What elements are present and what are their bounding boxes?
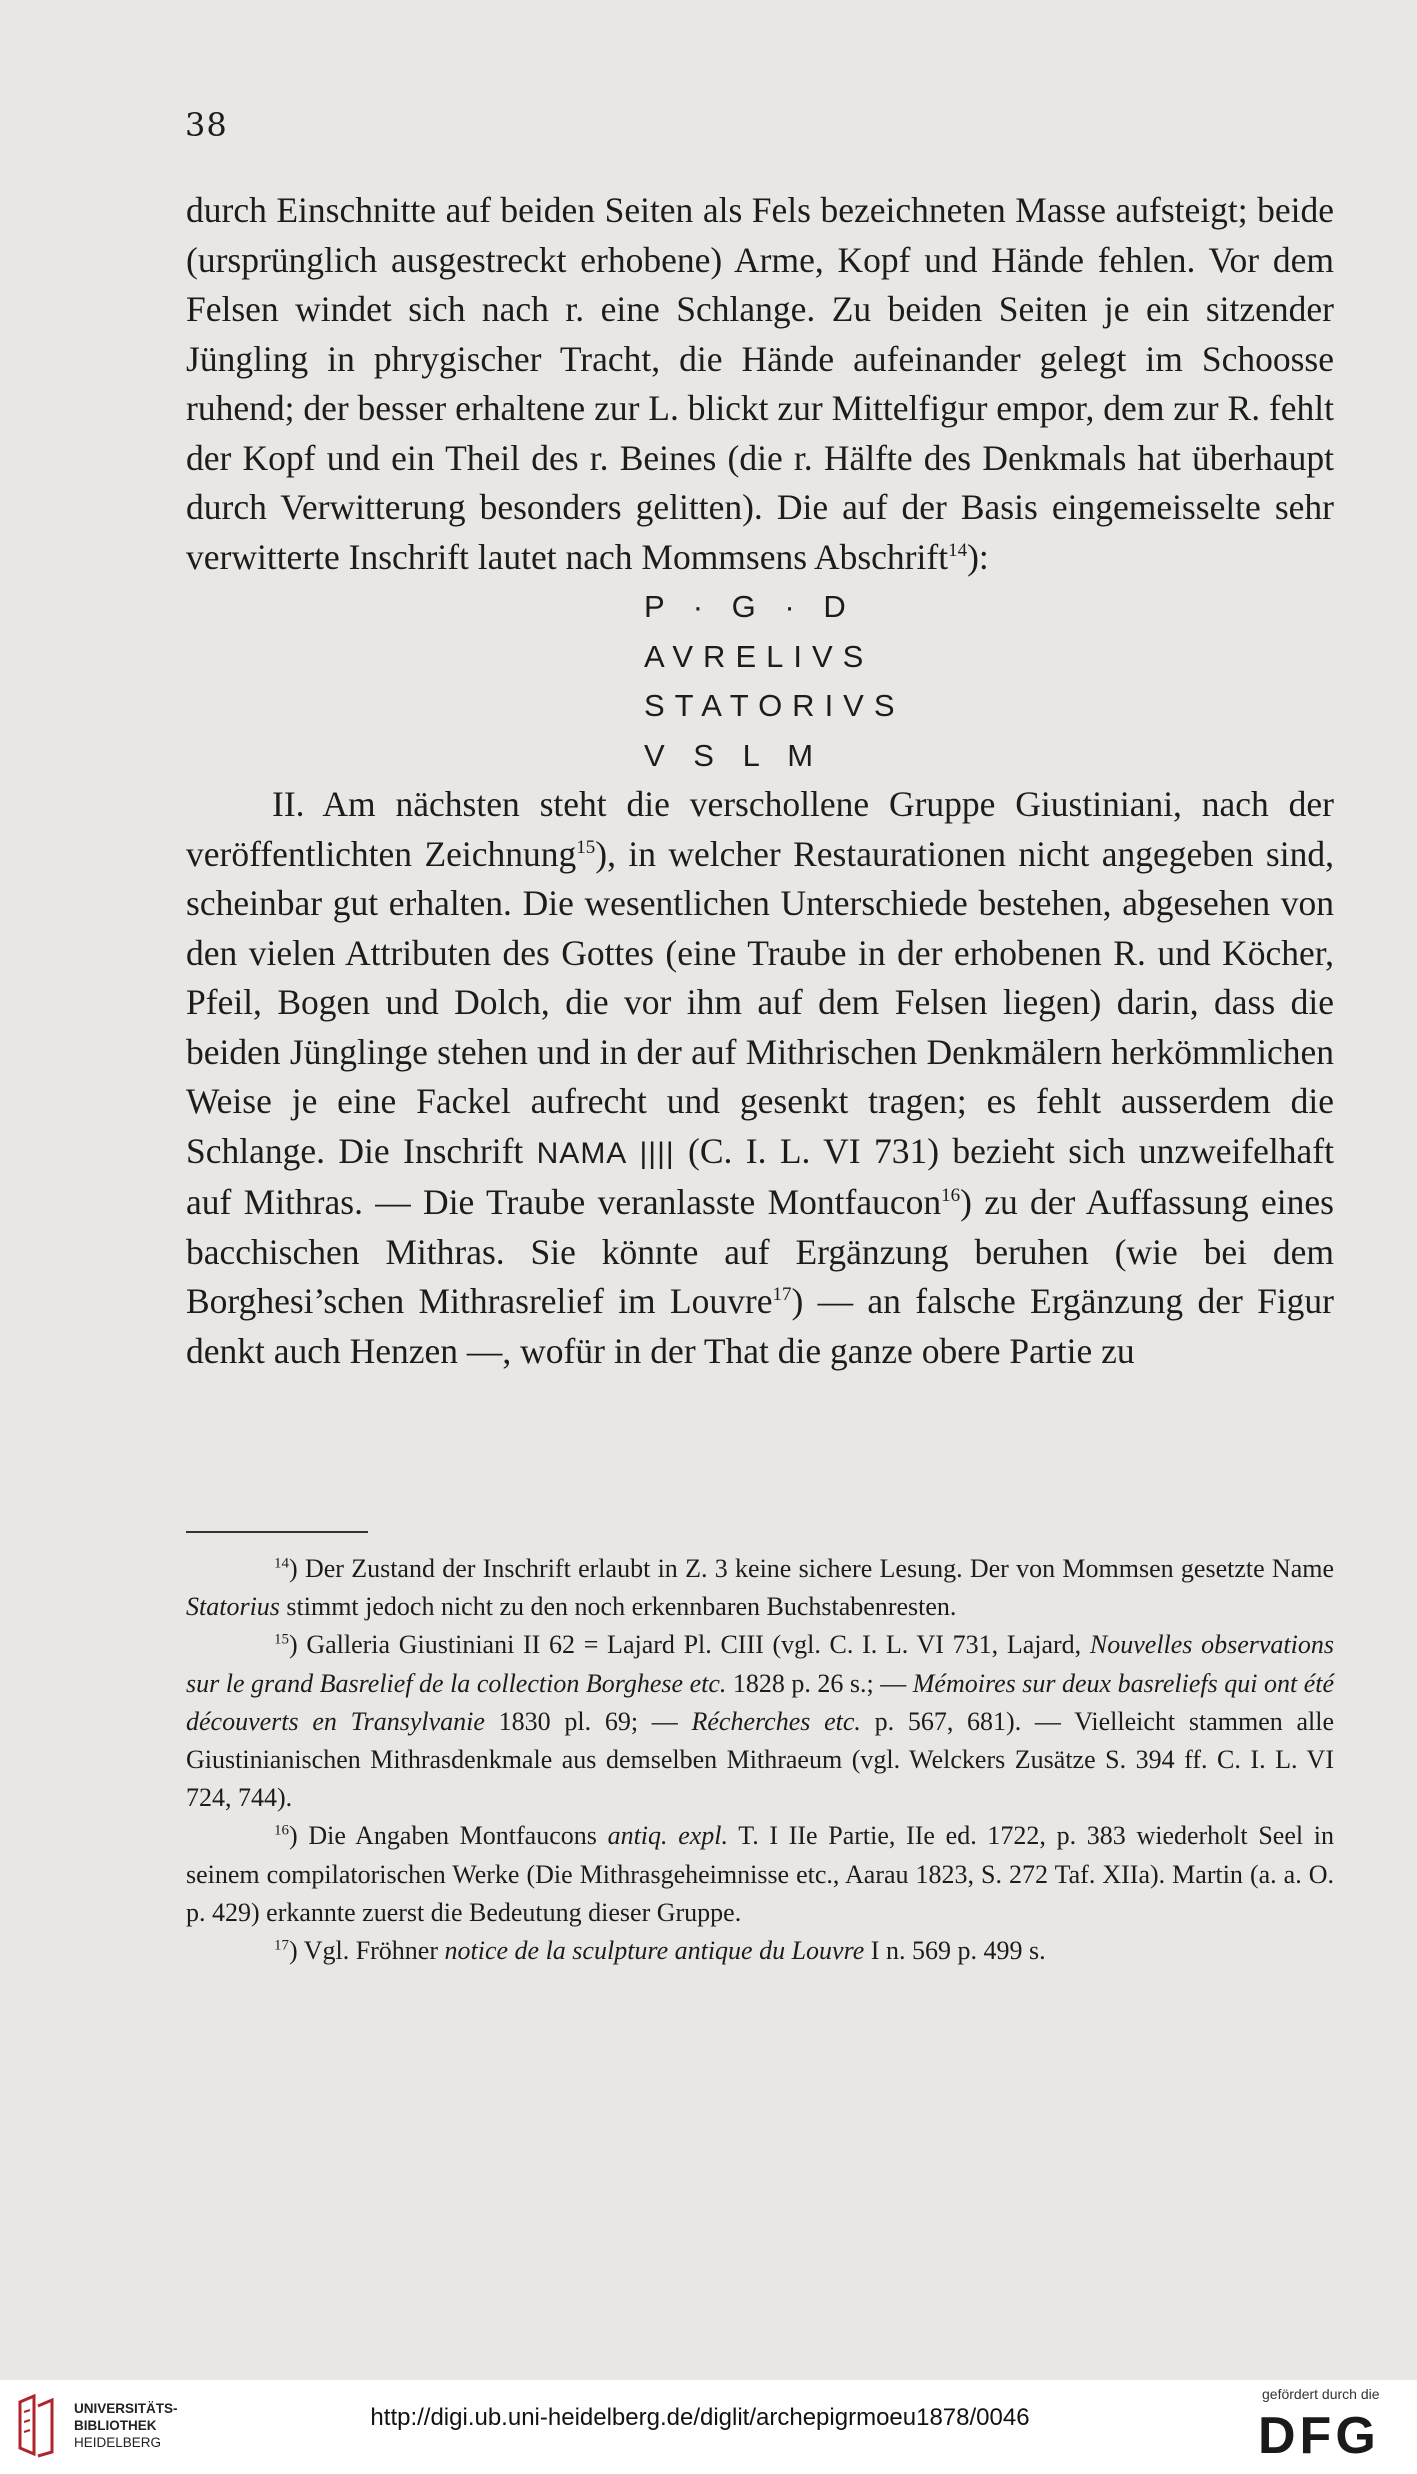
footnotes <box>186 1550 1334 1970</box>
inscription-line-2: AVRELIVS <box>644 638 874 674</box>
inscription-line-3: STATORIVS <box>644 688 905 723</box>
page-number: 38 <box>185 106 228 144</box>
university-library-name[interactable]: UNIVERSITÄTS- BIBLIOTHEK HEIDELBERG <box>74 2401 178 2450</box>
footnote-ref-15[interactable]: 15 <box>576 836 596 858</box>
footnote-16: $^{16}$) Die Angaben Montfaucons antiq. expl. T. I IIe Partie, IIe ed. 1722, p. 383 wiederholt Seel in seinem compilatorischen Werke (Die Mithrasgeheimnisse etc., Aarau 1823, S. 272 Taf. XIIa). Martin (a. a. O. p. 429) erkannte zuerst die Bedeutung dieser Gruppe. <box>186 1821 1334 1927</box>
dfg-caption: gefördert durch die <box>1262 2386 1380 2402</box>
inscription-line-4: V S L M <box>644 737 824 773</box>
footnote-14: $^{14}$) Der Zustand der Inschrift erlaubt in Z. 3 keine sichere Lesung. Der von Mommsen gesetzte Name Statorius stimmt jedoch nicht zu den noch erkennbaren Buchstabenresten. <box>186 1554 1334 1622</box>
university-library-logo-icon[interactable] <box>12 2392 62 2458</box>
inscription-line-1: P · G · D <box>644 589 856 624</box>
dfg-logo[interactable]: DFG <box>1258 2407 1380 2465</box>
paragraph-1: durch Einschnitte auf beiden Seiten als Fels bezeichneten Masse aufsteigt; beide (ursprünglich ausgestreckt erhobene) Arme, Kopf und Hände fehlen. Vor dem Felsen windet sich nach r. eine Schlange. Zu beiden Seiten je ein sitzender Jüngling in phrygischer Tracht, die Hände aufeinander gelegt im Schoosse ruhend; der besser erhaltene zur L. blickt zur Mittelfigur empor, dem zur R. fehlt der Kopf und ein Theil des r. Beines (die r. Hälfte des Denkmals hat überhaupt durch Verwitterung besonders gelitten). Die auf der Basis eingemeisselte sehr verwitterte Inschrift lautet nach Mommsens Abschrift$^{14}$): <box>186 190 1334 577</box>
source-url-link[interactable]: http://digi.ub.uni-heidelberg.de/diglit/archepigrmoeu1878/0046 <box>370 2404 1030 2431</box>
inscription-nama: NAMA |||| <box>536 1136 675 1170</box>
footnote-divider <box>186 1531 368 1533</box>
footnote-15: $^{15}$) Galleria Giustiniani II 62 = Lajard Pl. CIII (vgl. C. I. L. VI 731, Lajard, Nouvelles observations sur le grand Basrelief de la collection Borghese etc. 1828 p. 26 s.; — Mémoires sur deux basreliefs qui ont été découverts en Transylvanie 1830 pl. 69; — Récherches etc. p. 567, 681). — Vielleicht stammen alle Giustinianischen Mithrasdenkmale aus demselben Mithraeum (vgl. Welckers Zusätze S. 394 ff. C. I. L. VI 724, 744). <box>186 1630 1335 1813</box>
footnote-ref-16[interactable]: 16 <box>941 1185 961 1207</box>
main-text <box>186 186 1334 1376</box>
footnote-ref-14[interactable]: 14 <box>948 539 968 561</box>
footnote-ref-17[interactable]: 17 <box>772 1284 792 1306</box>
inscription <box>186 582 1334 780</box>
paragraph-2: II. Am nächsten steht die verschollene Gruppe Giustiniani, nach der veröffentlichten Zeichnung$^{15}$), in welcher Restaurationen nicht angegeben sind, scheinbar gut erhalten. Die wesentlichen Unterschiede bestehen, abgesehen von den vielen Attributen des Gottes (eine Traube in der erhobenen R. und Köcher, Pfeil, Bogen und Dolch, die vor ihm auf dem Felsen liegen) darin, dass die beiden Jünglinge stehen und in der auf Mithrischen Denkmälern herkömmlichen Weise je eine Fackel aufrecht und gesenkt tragen; es fehlt ausserdem die Schlange. Die Inschrift NAMA |||| (C. I. L. VI 731) bezieht sich unzweifelhaft auf Mithras. — Die Traube veranlasste Montfaucon$^{16}$) zu der Auffassung eines bacchischen Mithras. Sie könnte auf Ergänzung beruhen (wie bei dem Borghesi’schen Mithrasrelief im Louvre$^{17}$) — an falsche Ergänzung der Figur denkt auch Henzen —, wofür in der That die ganze obere Partie zu <box>186 784 1334 1371</box>
footnote-17: $^{17}$) Vgl. Fröhner notice de la sculpture antique du Louvre I n. 569 p. 499 s. <box>274 1936 1046 1966</box>
